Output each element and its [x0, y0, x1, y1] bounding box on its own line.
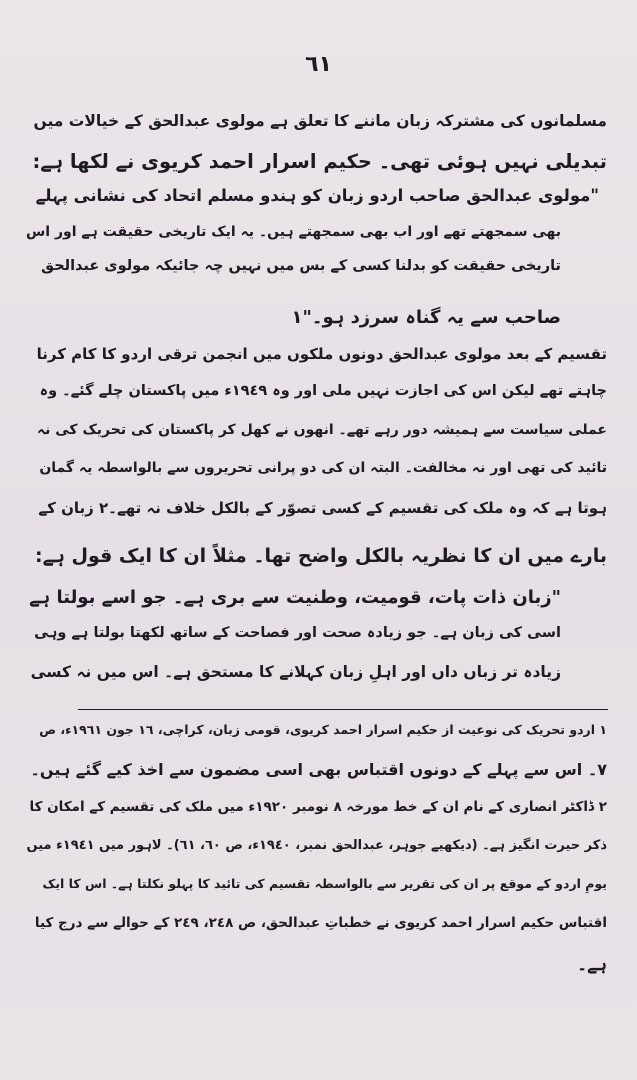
footnote-line: اقتباس حکیم اسرار احمد کریوی نے خطباتِ عبدالحق، ص ٢٤٨، ٢٤٩ کے حوالے سے درج کیا	[34, 915, 607, 931]
text-line: ہوتا ہے کہ وہ ملک کی تقسیم کے کسی تصوّر کے بالکل خلاف نہ تھے۔٢ زبان کے	[38, 499, 607, 517]
quote-line: "مولوی عبدالحق صاحب اردو زبان کو ہندو مسلم اتحاد کی نشانی پہلے	[35, 186, 599, 205]
quote-line: صاحب سے یہ گناہ سرزد ہو۔"١	[291, 307, 561, 328]
page-number: ٦١	[305, 52, 332, 77]
footnote-line: ذکر حیرت انگیز ہے۔ (دیکھیے جوہر، عبدالحق نمبر، ١٩٤٠ء، ص ٦٠، ٦١)۔ لاہور میں ١٩٤١ء میں	[26, 838, 607, 853]
text-line: چاہتے تھے لیکن اس کی اجازت نہیں ملی اور وہ ١٩٤٩ء میں پاکستان چلے گئے۔ وہ	[39, 383, 607, 399]
footnote-divider	[78, 709, 608, 710]
text-line: مسلمانوں کی مشترکہ زبان ماننے کا تعلق ہے مولوی عبدالحق کے خیالات میں	[33, 112, 607, 130]
text-line: بارے میں ان کا نظریہ بالکل واضح تھا۔ مثلاً ان کا ایک قول ہے:	[35, 545, 607, 567]
footnote-line: ١ اردو تحریک کی نوعیت از حکیم اسرار احمد کریوی، قومی زبان، کراچی، ١٦ جون ١٩٦١ء، ص	[39, 722, 607, 737]
text-line: تقسیم کے بعد مولوی عبدالحق دونوں ملکوں میں انجمن ترقی اردو کا کام کرنا	[36, 345, 607, 363]
quote-line: "زبان ذات پات، قومیت، وطنیت سے بری ہے۔ جو اسے بولتا ہے	[29, 587, 561, 608]
footnote-line: یومِ اردو کے موقع پر ان کی تقریر سے بالواسطہ تقسیم کی تائید کا پہلو نکلتا ہے۔ اس کا ایک	[42, 876, 607, 891]
footnote-line: ٢ ڈاکٹر انصاری کے نام ان کے خط مورخہ ٨ نومبر ١٩٢٠ء میں ملک کی تقسیم کے امکان کا	[29, 799, 607, 815]
footnote-line: ہے۔	[577, 955, 607, 975]
text-line: عملی سیاست سے ہمیشہ دور رہے تھے۔ انھوں نے کھل کر پاکستان کی تحریک کی نہ	[36, 422, 607, 438]
footnote-line: ٧۔ اس سے پہلے کے دونوں اقتباس بھی اسی مضمون سے اخذ کیے گئے ہیں۔	[30, 760, 607, 779]
quote-line: اسی کی زبان ہے۔ جو زیادہ صحت اور فصاحت کے ساتھ لکھتا بولتا ہے وہی	[34, 625, 561, 641]
text-line: تبدیلی نہیں ہوئی تھی۔ حکیم اسرار احمد کریوی نے لکھا ہے:	[32, 150, 607, 173]
text-line: تائید کی تھی اور نہ مخالفت۔ البتہ ان کی دو پرانی تحریروں سے بالواسطہ یہ گمان	[39, 460, 607, 476]
quote-line: بھی سمجھتے تھے اور اب بھی سمجھتے ہیں۔ یہ ایک تاریخی حقیقت ہے اور اس	[25, 224, 561, 240]
quote-line: تاریخی حقیقت کو بدلنا کسی کے بس میں نہیں چہ جائیکہ مولوی عبدالحق	[41, 258, 561, 274]
quote-line: زیادہ تر زباں داں اور اہلِ زبان کہلانے کا مستحق ہے۔ اس میں نہ کسی	[30, 663, 561, 681]
